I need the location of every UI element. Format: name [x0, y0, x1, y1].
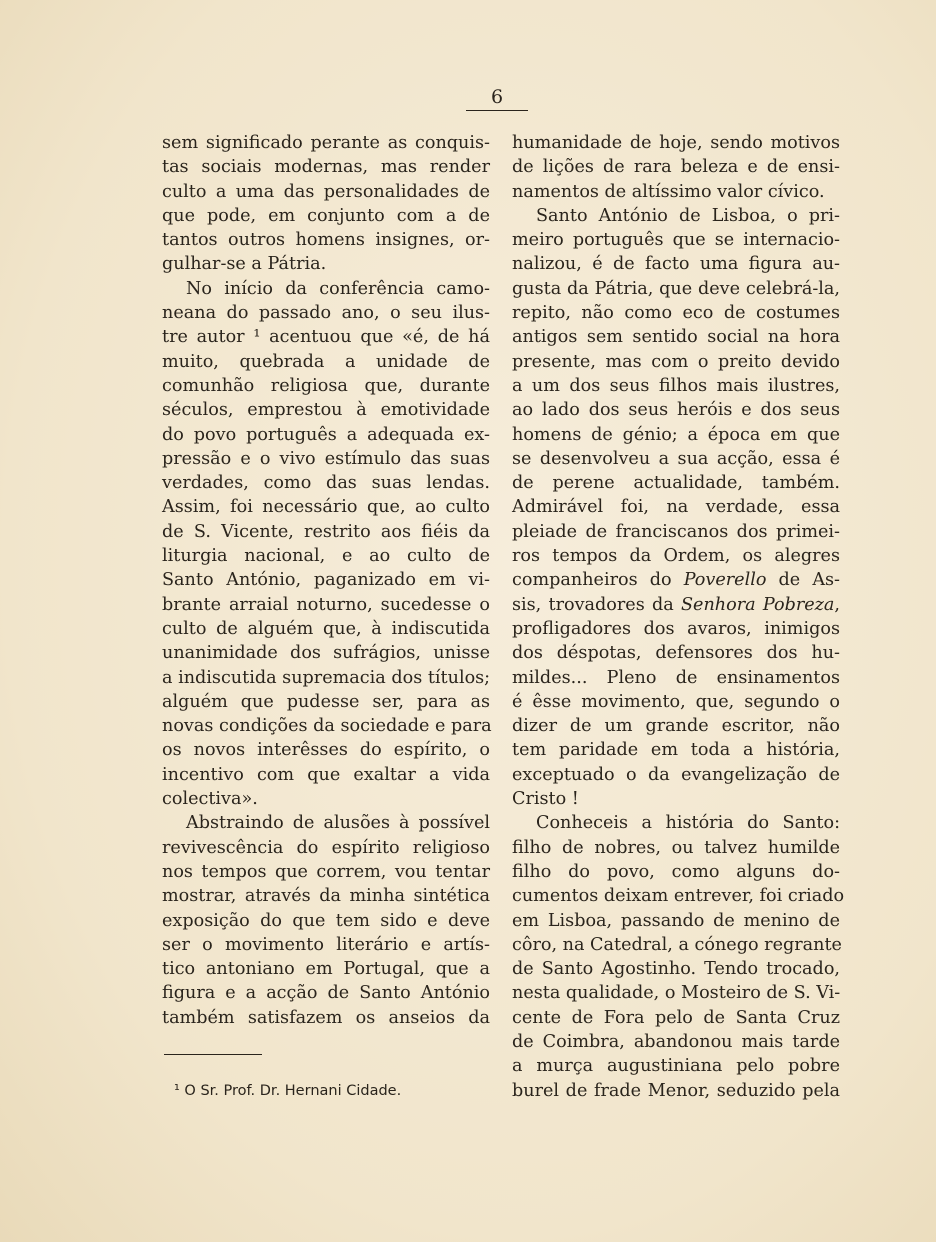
text-line: verdades, como das suas lendas. — [162, 473, 490, 494]
text-line: muito, quebrada a unidade de — [162, 351, 490, 372]
text-line: tico antoniano em Portugal, que a — [162, 959, 490, 980]
text-line: nalizou, é de facto uma figura au- — [512, 254, 840, 275]
text-line: tre autor ¹ acentuou que «é, de há — [162, 327, 490, 348]
text-line: comunhão religiosa que, durante — [162, 375, 490, 396]
footnote: ¹ O Sr. Prof. Dr. Hernani Cidade. — [174, 1083, 402, 1099]
text-line: Abstraindo de alusões à possível — [186, 813, 490, 834]
text-line: de Santo Agostinho. Tendo trocado, — [512, 959, 840, 980]
senhora-pobreza-italic: Senhora Pobreza — [680, 594, 835, 615]
text-line: unanimidade dos sufrágios, unisse — [162, 643, 490, 664]
text-line: repito, não como eco de costumes — [512, 303, 840, 324]
text-line: mildes... Pleno de ensinamentos — [512, 667, 840, 688]
text-line: dos déspotas, defensores dos hu- — [512, 643, 840, 664]
text-line: a um dos seus filhos mais ilustres, — [512, 375, 840, 396]
text-line: ros tempos da Ordem, os alegres — [512, 546, 840, 567]
text-line: nos tempos que correm, vou tentar — [162, 861, 490, 882]
text-line: de Coimbra, abandonou mais tarde — [512, 1031, 840, 1052]
text-line: revivescência do espírito religioso — [162, 837, 490, 858]
text-line: Santo António de Lisboa, o pri- — [536, 205, 840, 226]
text-line: gusta da Pátria, que deve celebrá-la, — [512, 278, 840, 299]
text-line: mostrar, através da minha sintética — [162, 886, 490, 907]
text-line: dizer de um grande escritor, não — [512, 716, 840, 737]
text-line: de perene actualidade, também. — [512, 473, 840, 494]
text-fragment: de As- — [766, 570, 840, 591]
right-column — [512, 131, 845, 1103]
text-line — [512, 593, 840, 617]
text-line: tas sociais modernas, mas render — [162, 157, 490, 178]
text-line: também satisfazem os anseios da — [162, 1007, 490, 1028]
text-line: namentos de altíssimo valor cívico. — [512, 181, 825, 202]
text-line: séculos, emprestou à emotividade — [162, 400, 490, 421]
text-line — [512, 568, 840, 592]
text-line: No início da conferência camo- — [186, 278, 490, 299]
text-line: cente de Fora pelo de Santa Cruz — [512, 1007, 840, 1028]
poverello-italic: Poverello — [683, 570, 767, 591]
text-line: humanidade de hoje, sendo motivos — [512, 133, 840, 153]
text-line: homens de génio; a época em que — [512, 424, 840, 445]
text-line: colectiva». — [162, 789, 258, 810]
text-line: exceptuado o da evangelização de — [512, 764, 840, 785]
text-line: de S. Vicente, restrito aos fiéis da — [162, 521, 490, 542]
text-line: tantos outros homens insignes, or- — [162, 230, 490, 251]
text-line: liturgia nacional, e ao culto de — [162, 546, 490, 567]
text-line: filho de nobres, ou talvez humilde — [512, 837, 840, 858]
text-line: gulhar-se a Pátria. — [162, 254, 327, 275]
text-line: pressão e o vivo estímulo das suas — [162, 448, 490, 469]
text-line: de lições de rara beleza e de ensi- — [512, 157, 840, 178]
text-line: os novos interêsses do espírito, o — [162, 740, 490, 761]
text-line: a indiscutida supremacia dos títulos; — [162, 667, 491, 688]
text-line: culto de alguém que, à indiscutida — [162, 618, 490, 639]
text-line: culto a uma das personalidades de — [162, 181, 490, 202]
footnote-divider — [164, 1054, 262, 1055]
text-line: ser o movimento literário e artís- — [162, 934, 490, 955]
text-line: pleiade de franciscanos dos primei- — [512, 521, 840, 542]
left-column — [162, 131, 490, 1030]
text-line: a murça augustiniana pelo pobre — [512, 1056, 840, 1077]
text-line: Admirável foi, na verdade, essa — [512, 497, 840, 518]
text-line: antigos sem sentido social na hora — [512, 327, 840, 348]
text-line: em Lisboa, passando de menino de — [512, 910, 840, 931]
text-line: se desenvolveu a sua acção, essa é — [512, 448, 840, 469]
text-line: tem paridade em toda a história, — [512, 740, 840, 761]
text-line: Cristo ! — [512, 789, 579, 810]
text-line: alguém que pudesse ser, para as — [162, 691, 490, 712]
text-line: Santo António, paganizado em vi- — [162, 570, 490, 591]
text-fragment: , — [834, 594, 841, 615]
text-line: incentivo com que exaltar a vida — [162, 764, 490, 785]
text-line: presente, mas com o preito devido — [512, 351, 840, 372]
text-line: meiro português que se internacio- — [512, 230, 840, 251]
text-line: sem significado perante as conquis- — [162, 133, 490, 153]
text-line: do povo português a adequada ex- — [162, 424, 490, 445]
text-line: filho do povo, como alguns do- — [512, 861, 840, 882]
text-line: neana do passado ano, o seu ilus- — [162, 303, 490, 324]
text-line: côro, na Catedral, a cónego regrante — [512, 934, 842, 955]
text-line: é êsse movimento, que, segundo o — [512, 691, 840, 712]
text-line: Conheceis a história do Santo: — [536, 813, 840, 834]
text-line: Assim, foi necessário que, ao culto — [162, 497, 490, 518]
text-line: burel de frade Menor, seduzido pela — [512, 1080, 840, 1101]
text-fragment: sis, trovadores da — [512, 594, 681, 615]
text-fragment: companheiros do — [512, 570, 684, 591]
text-line: ao lado dos seus heróis e dos seus — [512, 400, 840, 421]
text-line: profligadores dos avaros, inimigos — [512, 618, 840, 639]
text-line: nesta qualidade, o Mosteiro de S. Vi- — [512, 983, 841, 1004]
text-line: que pode, em conjunto com a de — [162, 205, 490, 226]
text-line: figura e a acção de Santo António — [162, 983, 490, 1004]
text-line: exposição do que tem sido e deve — [162, 910, 490, 931]
text-line: brante arraial noturno, sucedesse o — [162, 594, 490, 615]
text-line: cumentos deixam entrever, foi criado — [512, 886, 845, 907]
page-number: 6 — [466, 86, 528, 111]
text-line: novas condições da sociedade e para — [162, 716, 492, 737]
